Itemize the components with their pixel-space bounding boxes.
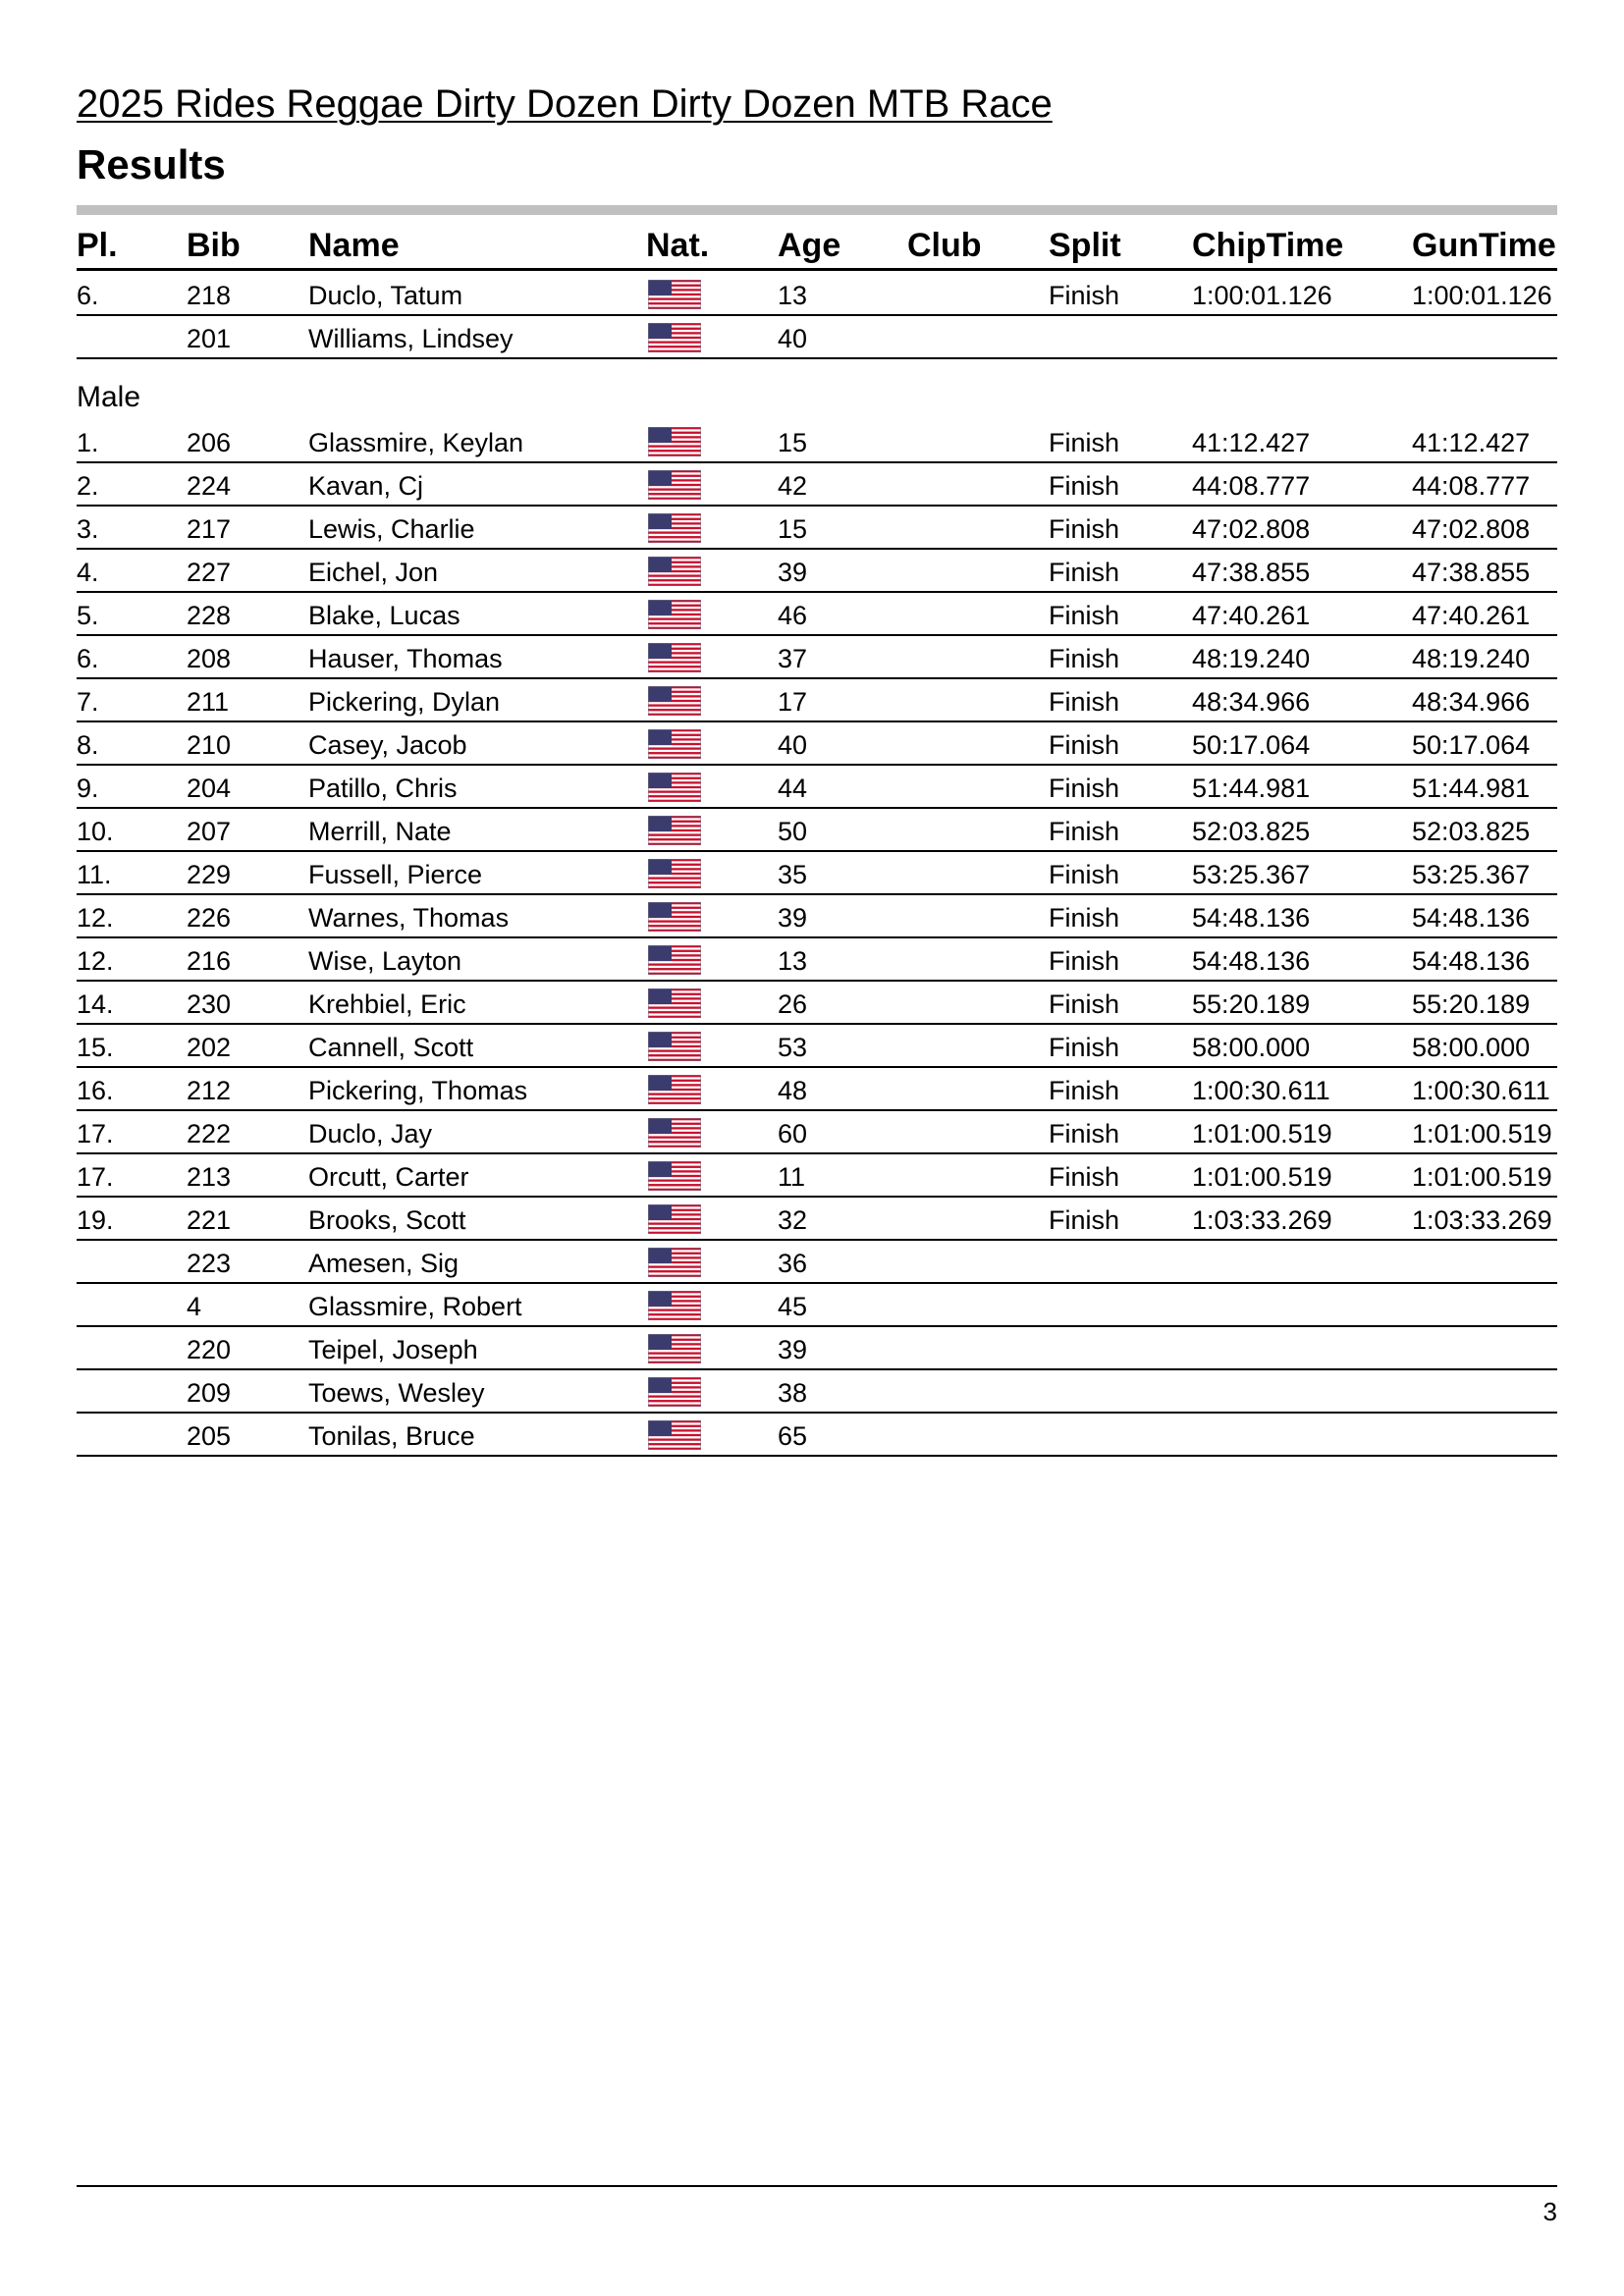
footer-divider bbox=[77, 2185, 1557, 2187]
name-cell: Duclo, Tatum bbox=[308, 281, 463, 310]
age-cell: 26 bbox=[778, 989, 808, 1019]
page-title: 2025 Rides Reggae Dirty Dozen Dirty Dozen MTB Race bbox=[77, 82, 1053, 126]
name-cell: Glassmire, Keylan bbox=[308, 428, 524, 457]
us-flag-icon bbox=[648, 1291, 701, 1320]
us-flag-icon bbox=[648, 470, 701, 500]
chiptime-cell: 47:40.261 bbox=[1192, 601, 1311, 630]
place-cell: 14. bbox=[77, 989, 114, 1019]
guntime-cell: 1:00:01.126 bbox=[1412, 281, 1552, 310]
bib-cell: 224 bbox=[187, 471, 232, 501]
guntime-cell: 53:25.367 bbox=[1412, 860, 1531, 889]
chiptime-cell: 1:00:01.126 bbox=[1192, 281, 1332, 310]
place-cell: 4. bbox=[77, 558, 99, 587]
chiptime-cell: 50:17.064 bbox=[1192, 730, 1311, 760]
table-header bbox=[77, 219, 1557, 271]
name-cell: Tonilas, Bruce bbox=[308, 1421, 475, 1451]
age-cell: 13 bbox=[778, 281, 808, 310]
column-header-age: Age bbox=[778, 227, 841, 264]
guntime-cell: 54:48.136 bbox=[1412, 903, 1531, 933]
chiptime-cell: 1:00:30.611 bbox=[1192, 1076, 1330, 1105]
split-cell: Finish bbox=[1049, 730, 1120, 760]
column-header-split: Split bbox=[1049, 227, 1121, 264]
age-cell: 35 bbox=[778, 860, 808, 889]
table-row bbox=[77, 722, 1557, 766]
age-cell: 13 bbox=[778, 946, 808, 976]
bib-cell: 229 bbox=[187, 860, 232, 889]
page-number: 3 bbox=[1543, 2197, 1557, 2226]
bib-cell: 228 bbox=[187, 601, 232, 630]
age-cell: 36 bbox=[778, 1249, 808, 1278]
age-cell: 46 bbox=[778, 601, 808, 630]
split-cell: Finish bbox=[1049, 1033, 1120, 1062]
split-cell: Finish bbox=[1049, 428, 1120, 457]
us-flag-icon bbox=[648, 323, 701, 352]
bib-cell: 4 bbox=[187, 1292, 202, 1321]
chiptime-cell: 41:12.427 bbox=[1192, 428, 1311, 457]
male-section-label: Male bbox=[77, 381, 141, 413]
table-row bbox=[77, 766, 1557, 809]
name-cell: Teipel, Joseph bbox=[308, 1335, 478, 1364]
bib-cell: 204 bbox=[187, 774, 232, 803]
chiptime-cell: 53:25.367 bbox=[1192, 860, 1311, 889]
bib-cell: 207 bbox=[187, 817, 232, 846]
name-cell: Eichel, Jon bbox=[308, 558, 439, 587]
name-cell: Blake, Lucas bbox=[308, 601, 460, 630]
name-cell: Casey, Jacob bbox=[308, 730, 467, 760]
chiptime-cell: 52:03.825 bbox=[1192, 817, 1311, 846]
us-flag-icon bbox=[648, 1075, 701, 1104]
chiptime-cell: 47:02.808 bbox=[1192, 514, 1311, 544]
name-cell: Glassmire, Robert bbox=[308, 1292, 522, 1321]
bib-cell: 209 bbox=[187, 1378, 232, 1408]
place-cell: 16. bbox=[77, 1076, 114, 1105]
place-cell: 10. bbox=[77, 817, 114, 846]
name-cell: Hauser, Thomas bbox=[308, 644, 503, 673]
chiptime-cell: 44:08.777 bbox=[1192, 471, 1311, 501]
age-cell: 48 bbox=[778, 1076, 808, 1105]
split-cell: Finish bbox=[1049, 558, 1120, 587]
guntime-cell: 1:03:33.269 bbox=[1412, 1205, 1552, 1235]
bib-cell: 210 bbox=[187, 730, 232, 760]
table-row bbox=[77, 463, 1557, 507]
place-cell: 6. bbox=[77, 644, 99, 673]
table-row bbox=[77, 1284, 1557, 1327]
chiptime-cell: 1:01:00.519 bbox=[1192, 1119, 1332, 1148]
us-flag-icon bbox=[648, 280, 701, 309]
us-flag-icon bbox=[648, 902, 701, 932]
us-flag-icon bbox=[648, 1032, 701, 1061]
column-header-nationality: Nat. bbox=[646, 227, 710, 264]
bib-cell: 217 bbox=[187, 514, 232, 544]
place-cell: 6. bbox=[77, 281, 99, 310]
age-cell: 40 bbox=[778, 730, 808, 760]
bib-cell: 201 bbox=[187, 324, 232, 353]
table-row bbox=[77, 982, 1557, 1025]
guntime-cell: 1:01:00.519 bbox=[1412, 1162, 1552, 1192]
guntime-cell: 47:02.808 bbox=[1412, 514, 1531, 544]
chiptime-cell: 54:48.136 bbox=[1192, 946, 1311, 976]
split-cell: Finish bbox=[1049, 903, 1120, 933]
age-cell: 44 bbox=[778, 774, 808, 803]
name-cell: Merrill, Nate bbox=[308, 817, 452, 846]
table-row bbox=[77, 1241, 1557, 1284]
guntime-cell: 41:12.427 bbox=[1412, 428, 1531, 457]
table-row bbox=[77, 593, 1557, 636]
us-flag-icon bbox=[648, 1161, 701, 1191]
place-cell: 5. bbox=[77, 601, 99, 630]
guntime-cell: 52:03.825 bbox=[1412, 817, 1531, 846]
age-cell: 45 bbox=[778, 1292, 808, 1321]
bib-cell: 227 bbox=[187, 558, 232, 587]
chiptime-cell: 48:19.240 bbox=[1192, 644, 1311, 673]
age-cell: 50 bbox=[778, 817, 808, 846]
bib-cell: 223 bbox=[187, 1249, 232, 1278]
bib-cell: 221 bbox=[187, 1205, 232, 1235]
table-row bbox=[77, 1068, 1557, 1111]
name-cell: Cannell, Scott bbox=[308, 1033, 474, 1062]
chiptime-cell: 51:44.981 bbox=[1192, 774, 1311, 803]
bib-cell: 222 bbox=[187, 1119, 232, 1148]
column-header-guntime: GunTime bbox=[1412, 227, 1556, 264]
name-cell: Duclo, Jay bbox=[308, 1119, 433, 1148]
split-cell: Finish bbox=[1049, 601, 1120, 630]
us-flag-icon bbox=[648, 513, 701, 543]
chiptime-cell: 54:48.136 bbox=[1192, 903, 1311, 933]
split-cell: Finish bbox=[1049, 644, 1120, 673]
guntime-cell: 58:00.000 bbox=[1412, 1033, 1531, 1062]
table-row bbox=[77, 507, 1557, 550]
table-row bbox=[77, 1198, 1557, 1241]
guntime-cell: 50:17.064 bbox=[1412, 730, 1531, 760]
guntime-cell: 47:38.855 bbox=[1412, 558, 1531, 587]
chiptime-cell: 48:34.966 bbox=[1192, 687, 1311, 717]
table-row bbox=[77, 1370, 1557, 1414]
place-cell: 8. bbox=[77, 730, 99, 760]
chiptime-cell: 55:20.189 bbox=[1192, 989, 1311, 1019]
guntime-cell: 48:19.240 bbox=[1412, 644, 1531, 673]
female-results-list bbox=[77, 273, 1557, 359]
split-cell: Finish bbox=[1049, 860, 1120, 889]
guntime-cell: 55:20.189 bbox=[1412, 989, 1531, 1019]
place-cell: 17. bbox=[77, 1119, 114, 1148]
guntime-cell: 48:34.966 bbox=[1412, 687, 1531, 717]
place-cell: 3. bbox=[77, 514, 99, 544]
table-row bbox=[77, 1414, 1557, 1457]
us-flag-icon bbox=[648, 729, 701, 759]
age-cell: 39 bbox=[778, 903, 808, 933]
age-cell: 39 bbox=[778, 558, 808, 587]
bib-cell: 206 bbox=[187, 428, 232, 457]
place-cell: 9. bbox=[77, 774, 99, 803]
split-cell: Finish bbox=[1049, 1162, 1120, 1192]
chiptime-cell: 1:01:00.519 bbox=[1192, 1162, 1332, 1192]
bib-cell: 226 bbox=[187, 903, 232, 933]
guntime-cell: 1:01:00.519 bbox=[1412, 1119, 1552, 1148]
name-cell: Orcutt, Carter bbox=[308, 1162, 469, 1192]
table-row bbox=[77, 1025, 1557, 1068]
column-header-bib: Bib bbox=[187, 227, 241, 264]
age-cell: 17 bbox=[778, 687, 808, 717]
split-cell: Finish bbox=[1049, 687, 1120, 717]
us-flag-icon bbox=[648, 1420, 701, 1450]
bib-cell: 205 bbox=[187, 1421, 232, 1451]
name-cell: Lewis, Charlie bbox=[308, 514, 475, 544]
name-cell: Brooks, Scott bbox=[308, 1205, 466, 1235]
name-cell: Patillo, Chris bbox=[308, 774, 458, 803]
us-flag-icon bbox=[648, 816, 701, 845]
split-cell: Finish bbox=[1049, 471, 1120, 501]
us-flag-icon bbox=[648, 427, 701, 456]
place-cell: 12. bbox=[77, 946, 114, 976]
bib-cell: 216 bbox=[187, 946, 232, 976]
name-cell: Toews, Wesley bbox=[308, 1378, 485, 1408]
age-cell: 39 bbox=[778, 1335, 808, 1364]
column-header-chiptime: ChipTime bbox=[1192, 227, 1344, 264]
us-flag-icon bbox=[648, 600, 701, 629]
bib-cell: 211 bbox=[187, 687, 230, 717]
table-row bbox=[77, 550, 1557, 593]
chiptime-cell: 58:00.000 bbox=[1192, 1033, 1311, 1062]
split-cell: Finish bbox=[1049, 946, 1120, 976]
place-cell: 1. bbox=[77, 428, 99, 457]
table-row bbox=[77, 316, 1557, 359]
guntime-cell: 51:44.981 bbox=[1412, 774, 1531, 803]
age-cell: 53 bbox=[778, 1033, 808, 1062]
name-cell: Krehbiel, Eric bbox=[308, 989, 466, 1019]
table-row bbox=[77, 895, 1557, 938]
us-flag-icon bbox=[648, 557, 701, 586]
name-cell: Amesen, Sig bbox=[308, 1249, 460, 1278]
male-results-list bbox=[77, 420, 1557, 1457]
split-cell: Finish bbox=[1049, 514, 1120, 544]
table-row bbox=[77, 1327, 1557, 1370]
column-header-club: Club bbox=[907, 227, 982, 264]
us-flag-icon bbox=[648, 1204, 701, 1234]
split-cell: Finish bbox=[1049, 989, 1120, 1019]
us-flag-icon bbox=[648, 643, 701, 672]
bib-cell: 213 bbox=[187, 1162, 232, 1192]
bib-cell: 208 bbox=[187, 644, 232, 673]
guntime-cell: 54:48.136 bbox=[1412, 946, 1531, 976]
table-row bbox=[77, 273, 1557, 316]
name-cell: Pickering, Thomas bbox=[308, 1076, 528, 1105]
age-cell: 40 bbox=[778, 324, 808, 353]
age-cell: 65 bbox=[778, 1421, 808, 1451]
place-cell: 11. bbox=[77, 860, 112, 889]
chiptime-cell: 1:03:33.269 bbox=[1192, 1205, 1332, 1235]
age-cell: 11 bbox=[778, 1162, 806, 1192]
name-cell: Warnes, Thomas bbox=[308, 903, 510, 933]
place-cell: 7. bbox=[77, 687, 99, 717]
bib-cell: 212 bbox=[187, 1076, 232, 1105]
split-cell: Finish bbox=[1049, 1119, 1120, 1148]
name-cell: Williams, Lindsey bbox=[308, 324, 514, 353]
us-flag-icon bbox=[648, 773, 701, 802]
split-cell: Finish bbox=[1049, 1205, 1120, 1235]
guntime-cell: 44:08.777 bbox=[1412, 471, 1531, 501]
age-cell: 32 bbox=[778, 1205, 808, 1235]
place-cell: 17. bbox=[77, 1162, 114, 1192]
us-flag-icon bbox=[648, 1377, 701, 1407]
table-row bbox=[77, 1111, 1557, 1154]
name-cell: Kavan, Cj bbox=[308, 471, 424, 501]
split-cell: Finish bbox=[1049, 1076, 1120, 1105]
us-flag-icon bbox=[648, 1248, 701, 1277]
age-cell: 38 bbox=[778, 1378, 808, 1408]
table-row bbox=[77, 420, 1557, 463]
place-cell: 2. bbox=[77, 471, 99, 501]
column-header-place: Pl. bbox=[77, 227, 118, 264]
age-cell: 42 bbox=[778, 471, 808, 501]
table-row bbox=[77, 809, 1557, 852]
bib-cell: 218 bbox=[187, 281, 232, 310]
bib-cell: 230 bbox=[187, 989, 232, 1019]
page-subtitle: Results bbox=[77, 141, 226, 187]
place-cell: 19. bbox=[77, 1205, 114, 1235]
column-header-name: Name bbox=[308, 227, 400, 264]
table-row bbox=[77, 679, 1557, 722]
chiptime-cell: 47:38.855 bbox=[1192, 558, 1311, 587]
name-cell: Fussell, Pierce bbox=[308, 860, 483, 889]
us-flag-icon bbox=[648, 1334, 701, 1363]
age-cell: 60 bbox=[778, 1119, 808, 1148]
guntime-cell: 47:40.261 bbox=[1412, 601, 1531, 630]
split-cell: Finish bbox=[1049, 281, 1120, 310]
age-cell: 15 bbox=[778, 514, 808, 544]
guntime-cell: 1:00:30.611 bbox=[1412, 1076, 1550, 1105]
age-cell: 37 bbox=[778, 644, 808, 673]
age-cell: 15 bbox=[778, 428, 808, 457]
name-cell: Pickering, Dylan bbox=[308, 687, 501, 717]
us-flag-icon bbox=[648, 1118, 701, 1148]
place-cell: 15. bbox=[77, 1033, 114, 1062]
table-row bbox=[77, 1154, 1557, 1198]
header-divider-bar bbox=[77, 205, 1557, 215]
split-cell: Finish bbox=[1049, 817, 1120, 846]
us-flag-icon bbox=[648, 945, 701, 975]
name-cell: Wise, Layton bbox=[308, 946, 462, 976]
table-row bbox=[77, 852, 1557, 895]
table-row bbox=[77, 636, 1557, 679]
split-cell: Finish bbox=[1049, 774, 1120, 803]
bib-cell: 220 bbox=[187, 1335, 232, 1364]
table-row bbox=[77, 938, 1557, 982]
us-flag-icon bbox=[648, 859, 701, 888]
place-cell: 12. bbox=[77, 903, 114, 933]
us-flag-icon bbox=[648, 686, 701, 716]
bib-cell: 202 bbox=[187, 1033, 232, 1062]
us-flag-icon bbox=[648, 988, 701, 1018]
